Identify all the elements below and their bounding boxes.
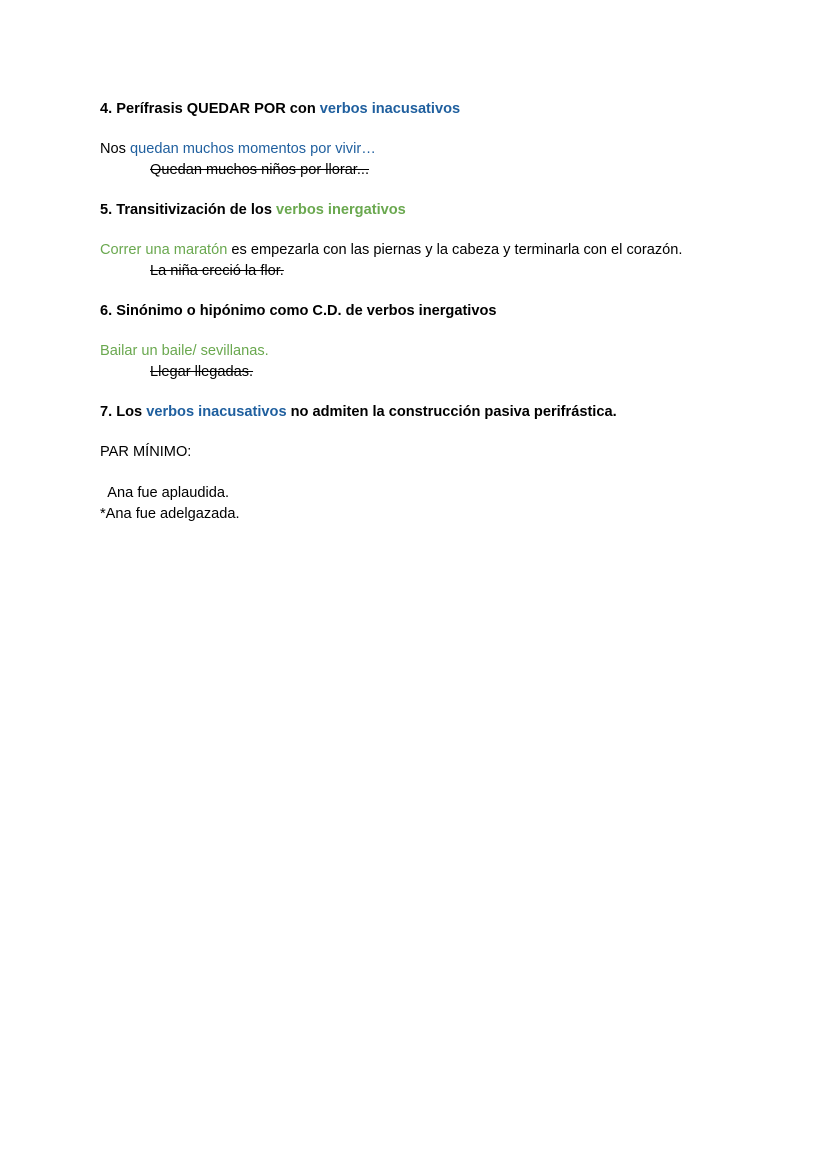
heading-7-prefix: 7. Los <box>100 404 147 420</box>
example-6: Bailar un baile/ sevillanas. <box>100 343 269 359</box>
example-5-rest: es empezarla con las piernas y la cabeza y terminarla con el corazón. <box>227 242 683 258</box>
heading-section-5 <box>100 201 406 219</box>
heading-4-text: 4. Perífrasis QUEDAR POR con <box>100 101 320 117</box>
minimal-pair-ungrammatical: *Ana fue adelgazada. <box>100 506 240 522</box>
minimal-pair-label: PAR MÍNIMO: <box>100 444 192 460</box>
counterexample-5: La niña creció la flor. <box>150 263 284 279</box>
example-4-highlight: quedan muchos momentos por vivir… <box>130 141 376 157</box>
heading-7-rest: no admiten la construcción pasiva perifrástica. <box>286 404 617 420</box>
heading-section-4 <box>100 100 460 118</box>
counterexample-4: Quedan muchos niños por llorar... <box>150 162 370 178</box>
example-4 <box>100 140 376 158</box>
heading-5-text: 5. Transitivización de los <box>100 202 276 218</box>
minimal-pair-grammatical: Ana fue aplaudida. <box>100 485 230 501</box>
heading-section-7 <box>100 403 617 421</box>
example-5-highlight: Correr una maratón <box>100 242 228 258</box>
example-5 <box>100 241 682 259</box>
example-4-prefix: Nos <box>100 141 131 157</box>
heading-4-term: verbos inacusativos <box>319 101 461 117</box>
heading-section-6: 6. Sinónimo o hipónimo como C.D. de verbos inergativos <box>100 303 497 319</box>
heading-5-term: verbos inergativos <box>276 202 406 218</box>
counterexample-6: Llegar llegadas. <box>150 364 254 380</box>
heading-7-term: verbos inacusativos <box>146 404 287 420</box>
